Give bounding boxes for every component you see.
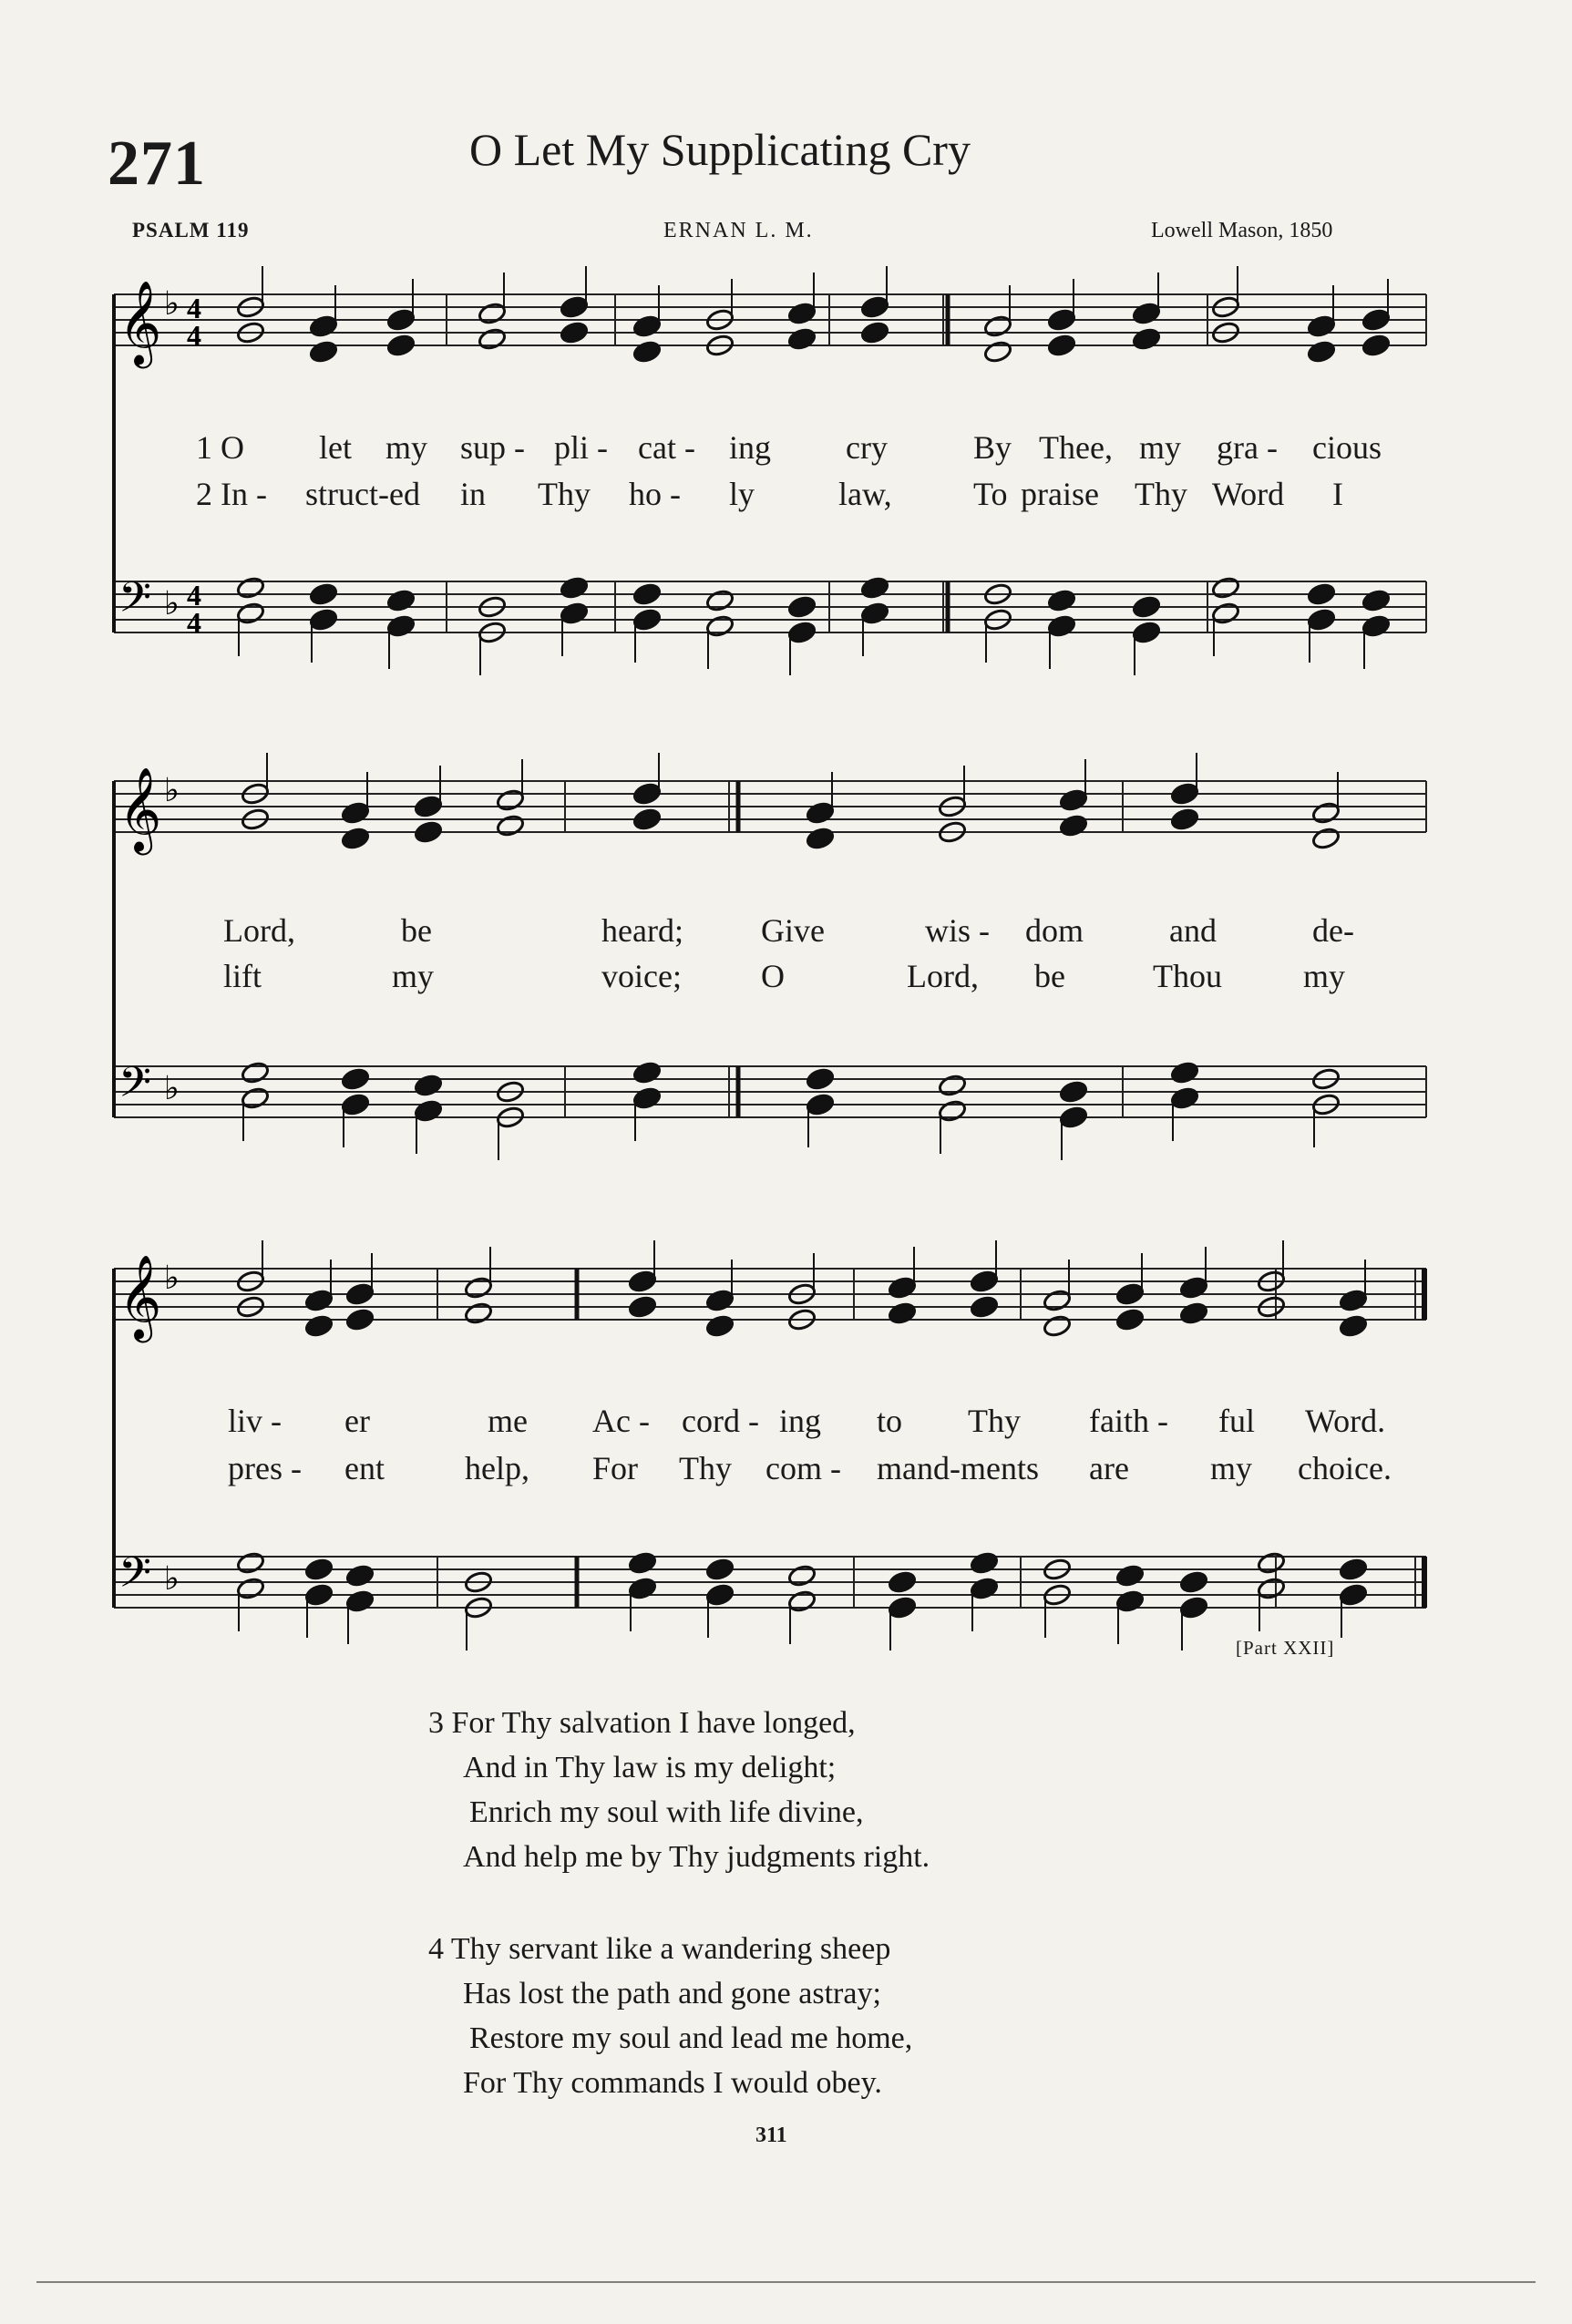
composer: Lowell Mason, 1850 [1151, 219, 1333, 242]
lyric-s2-v1-4: wis - [925, 912, 990, 949]
note-head [1311, 801, 1341, 825]
note-head [806, 1067, 835, 1091]
stanza-line: Enrich my soul with life divine, [469, 1795, 864, 1829]
lyric-s1-v1-2: my [385, 429, 428, 466]
note-head [787, 302, 817, 325]
lyric-s1-v1-8: By [973, 429, 1012, 466]
note-head [632, 314, 662, 338]
note-head [632, 582, 662, 606]
note-head [236, 576, 265, 600]
time-signature: 4 [187, 292, 201, 324]
note-head [1047, 589, 1076, 612]
note-head [304, 1558, 334, 1581]
lyric-s1-v1-5: cat - [638, 429, 695, 466]
note-head [341, 827, 370, 850]
lyric-s3-v1-10: Word. [1305, 1403, 1386, 1439]
note-head [1170, 782, 1199, 806]
note-head [970, 1551, 999, 1575]
hymn-title: O Let My Supplicating Cry [469, 124, 971, 175]
note-head [787, 595, 817, 619]
lyric-s1-v2-8: praise [1021, 476, 1099, 512]
note-head [464, 1276, 493, 1300]
note-head [888, 1301, 917, 1325]
lyric-s1-v2-0: 2 In - [196, 476, 267, 512]
note-head [705, 614, 735, 638]
lyric-s1-v1-0: 1 O [196, 429, 244, 466]
note-head [560, 295, 589, 319]
flat-sign: ♭ [164, 1560, 180, 1598]
bass-clef: 𝄢 [118, 1548, 152, 1608]
note-head [309, 582, 338, 606]
note-head [787, 621, 817, 644]
lyric-s3-v2-0: pres - [228, 1450, 302, 1486]
note-head [1339, 1289, 1368, 1312]
note-head [1257, 1551, 1286, 1575]
note-head [478, 327, 507, 351]
treble-clef: 𝄞 [118, 1254, 162, 1339]
note-head [1307, 314, 1336, 338]
note-head [386, 614, 416, 638]
note-head [1179, 1596, 1208, 1620]
note-head [1307, 340, 1336, 364]
note-head [806, 1093, 835, 1116]
note-head [860, 295, 889, 319]
note-head [628, 1270, 657, 1293]
lyric-s1-v2-1: struct-ed [305, 476, 420, 512]
note-head [1059, 1080, 1088, 1104]
note-head [1211, 602, 1240, 625]
note-head [386, 589, 416, 612]
note-head [1179, 1276, 1208, 1300]
flat-sign: ♭ [164, 285, 180, 323]
note-head [1047, 334, 1076, 357]
lyric-s2-v2-7: my [1303, 958, 1346, 994]
note-head [1307, 582, 1336, 606]
note-head [304, 1289, 334, 1312]
note-head [705, 1583, 735, 1607]
note-head [345, 1282, 375, 1306]
note-head [341, 801, 370, 825]
page-number: 311 [755, 2123, 787, 2147]
note-head [414, 820, 443, 844]
lyric-s3-v1-5: ing [779, 1403, 822, 1439]
note-head [1339, 1558, 1368, 1581]
note-head [787, 327, 817, 351]
stanza-line: For Thy commands I would obey. [463, 2066, 882, 2100]
lyric-s2-v2-4: Lord, [907, 958, 979, 994]
lyric-s2-v1-5: dom [1025, 912, 1084, 949]
flat-sign: ♭ [164, 1260, 180, 1297]
note-head [345, 1308, 375, 1332]
note-head [1115, 1308, 1145, 1332]
note-head [1339, 1583, 1368, 1607]
lyric-s3-v1-6: to [877, 1403, 903, 1439]
note-head [345, 1589, 375, 1613]
note-head [970, 1270, 999, 1293]
lyric-s3-v1-4: cord - [682, 1403, 759, 1439]
lyric-s1-v2-3: Thy [538, 476, 591, 512]
stanza-line: 3 For Thy salvation I have longed, [428, 1706, 856, 1740]
note-head [1043, 1314, 1072, 1338]
note-head [1179, 1570, 1208, 1594]
note-head [1059, 1105, 1088, 1129]
lyric-s1-v2-10: Word [1212, 476, 1285, 512]
note-head [1115, 1282, 1145, 1306]
lyric-s2-v2-6: Thou [1153, 958, 1222, 994]
note-head [787, 1589, 817, 1613]
lyric-s3-v2-8: my [1210, 1450, 1253, 1486]
note-head [1115, 1564, 1145, 1588]
lyric-s3-v1-9: ful [1218, 1403, 1255, 1439]
stanza-line: 4 Thy servant like a wandering sheep [428, 1932, 891, 1966]
part-reference: [Part XXII] [1236, 1637, 1335, 1659]
lyric-s3-v2-7: are [1089, 1450, 1129, 1486]
lyric-s3-v1-0: liv - [228, 1403, 282, 1439]
note-head [386, 334, 416, 357]
note-head [938, 1074, 967, 1097]
note-head [983, 340, 1012, 364]
lyric-s2-v1-0: Lord, [223, 912, 295, 949]
lyric-s1-v2-5: ly [729, 476, 755, 512]
note-head [1257, 1577, 1286, 1600]
lyric-s1-v1-4: pli - [554, 429, 608, 466]
note-head [705, 1289, 735, 1312]
note-head [309, 608, 338, 632]
note-head [1211, 576, 1240, 600]
stanza-line: Restore my soul and lead me home, [469, 2021, 913, 2055]
tune-name: ERNAN L. M. [663, 219, 814, 242]
note-head [414, 1099, 443, 1123]
lyric-s2-v1-3: Give [761, 912, 825, 949]
lyric-s1-v2-7: To [973, 476, 1008, 512]
note-head [632, 608, 662, 632]
note-head [806, 801, 835, 825]
note-head [632, 782, 662, 806]
note-head [345, 1564, 375, 1588]
note-head [1179, 1301, 1208, 1325]
note-head [496, 788, 525, 812]
note-head [860, 602, 889, 625]
stanza-line: And in Thy law is my delight; [463, 1751, 837, 1784]
lyric-s3-v2-5: com - [765, 1450, 841, 1486]
note-head [236, 1577, 265, 1600]
lyric-s3-v1-7: Thy [968, 1403, 1021, 1439]
note-head [860, 321, 889, 344]
lyric-s3-v2-9: choice. [1298, 1450, 1392, 1486]
lyric-s1-v1-3: sup - [460, 429, 525, 466]
lyric-s3-v2-3: For [592, 1450, 639, 1486]
note-head [888, 1596, 917, 1620]
note-head [1132, 327, 1161, 351]
lyric-s1-v2-2: in [460, 476, 487, 512]
note-head [1361, 589, 1391, 612]
lyric-s1-v1-12: cious [1312, 429, 1382, 466]
footer-rule [36, 2281, 1536, 2283]
lyric-s2-v2-0: lift [223, 958, 262, 994]
note-head [705, 1558, 735, 1581]
lyric-s3-v1-1: er [344, 1403, 370, 1439]
lyric-s2-v1-7: de- [1312, 912, 1354, 949]
note-head [341, 1067, 370, 1091]
lyric-s2-v1-6: and [1169, 912, 1217, 949]
lyric-s2-v2-1: my [392, 958, 435, 994]
time-signature: 4 [187, 579, 201, 612]
note-head [1047, 614, 1076, 638]
note-head [1361, 614, 1391, 638]
bass-clef: 𝄢 [118, 573, 152, 632]
note-head [478, 302, 507, 325]
note-head [1311, 827, 1341, 850]
lyric-s1-v2-9: Thy [1135, 476, 1187, 512]
note-head [1132, 595, 1161, 619]
lyric-s1-v1-6: ing [729, 429, 772, 466]
stanza-line: Has lost the path and gone astray; [463, 1977, 881, 2010]
note-head [787, 1564, 817, 1588]
lyric-s2-v1-2: heard; [601, 912, 683, 949]
lyric-s1-v2-11: I [1332, 476, 1343, 512]
note-head [464, 1301, 493, 1325]
note-head [560, 321, 589, 344]
note-head [860, 576, 889, 600]
note-head [632, 1061, 662, 1085]
note-head [414, 1074, 443, 1097]
note-head [304, 1314, 334, 1338]
time-signature: 4 [187, 606, 201, 639]
note-head [632, 340, 662, 364]
stanza-line: And help me by Thy judgments right. [463, 1840, 930, 1874]
note-head [1170, 1061, 1199, 1085]
lyric-s3-v1-3: Ac - [592, 1403, 650, 1439]
text-source: PSALM 119 [132, 219, 250, 242]
note-head [241, 1061, 270, 1085]
note-head [341, 1093, 370, 1116]
note-head [496, 814, 525, 838]
lyric-s3-v1-2: me [488, 1403, 528, 1439]
note-head [705, 589, 735, 612]
lyric-s2-v2-2: voice; [601, 958, 682, 994]
note-head [304, 1583, 334, 1607]
flat-sign: ♭ [164, 1070, 180, 1107]
note-head [970, 1577, 999, 1600]
note-head [888, 1570, 917, 1594]
note-head [888, 1276, 917, 1300]
lyric-s3-v2-4: Thy [679, 1450, 732, 1486]
lyric-s1-v1-1: let [319, 429, 352, 466]
lyric-s1-v1-7: cry [846, 429, 888, 466]
lyric-s2-v1-1: be [401, 912, 432, 949]
note-head [970, 1295, 999, 1319]
note-head [236, 1551, 265, 1575]
note-head [560, 602, 589, 625]
note-head [236, 602, 265, 625]
note-head [1170, 1086, 1199, 1110]
lyric-s3-v2-2: help, [465, 1450, 529, 1486]
note-head [806, 827, 835, 850]
stanza-3 [428, 1701, 930, 1879]
note-head [1132, 621, 1161, 644]
note-head [309, 314, 338, 338]
lyric-s1-v1-11: gra - [1217, 429, 1278, 466]
treble-clef: 𝄞 [118, 280, 162, 365]
flat-sign: ♭ [164, 772, 180, 809]
note-head [1059, 788, 1088, 812]
lyric-s2-v2-3: O [761, 958, 785, 994]
lyric-s1-v2-6: law, [838, 476, 892, 512]
lyric-s3-v2-1: ent [344, 1450, 385, 1486]
note-head [1132, 302, 1161, 325]
note-head [628, 1295, 657, 1319]
lyric-s2-v2-5: be [1034, 958, 1065, 994]
note-head [1059, 814, 1088, 838]
lyric-s1-v1-9: Thee, [1039, 429, 1113, 466]
note-head [1361, 308, 1391, 332]
note-head [938, 1099, 967, 1123]
note-head [983, 314, 1012, 338]
hymn-number: 271 [108, 129, 206, 199]
note-head [1043, 1289, 1072, 1312]
note-head [632, 1086, 662, 1110]
lyric-s3-v1-8: faith - [1089, 1403, 1168, 1439]
bass-clef: 𝄢 [118, 1058, 152, 1117]
lyric-s1-v2-4: ho - [629, 476, 681, 512]
note-head [414, 795, 443, 818]
note-head [1361, 334, 1391, 357]
treble-clef: 𝄞 [118, 766, 162, 851]
note-head [386, 308, 416, 332]
flat-sign: ♭ [164, 585, 180, 622]
time-signature: 4 [187, 319, 201, 352]
note-head [632, 807, 662, 831]
note-head [309, 340, 338, 364]
note-head [628, 1577, 657, 1600]
note-head [560, 576, 589, 600]
note-head [1170, 807, 1199, 831]
stanza-4 [428, 1927, 912, 2105]
note-head [1047, 308, 1076, 332]
note-head [1307, 608, 1336, 632]
note-head [241, 1086, 270, 1110]
lyric-s1-v1-10: my [1139, 429, 1182, 466]
note-head [705, 1314, 735, 1338]
note-head [1115, 1589, 1145, 1613]
note-head [1339, 1314, 1368, 1338]
note-head [628, 1551, 657, 1575]
lyric-s3-v2-6: mand-ments [877, 1450, 1039, 1486]
